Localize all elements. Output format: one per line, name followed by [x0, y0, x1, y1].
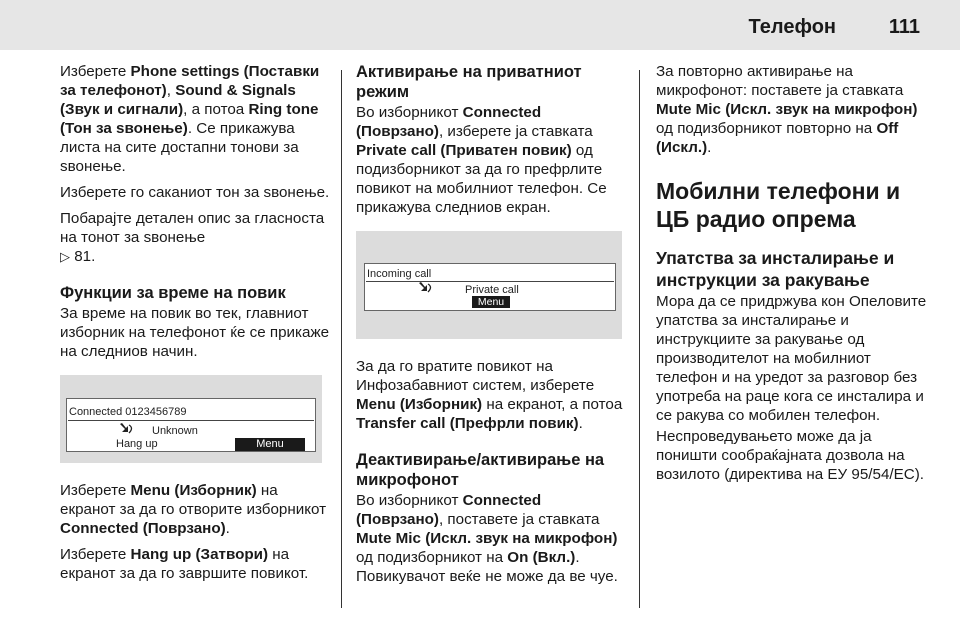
text: За да го вратите повикот на Инфозабавниот систем, изберете [356, 358, 595, 394]
menu-softkey: Menu [472, 296, 510, 308]
section-heading: Функции за време на повик [60, 284, 286, 302]
page-reference-arrow-icon: ▷ [60, 249, 70, 264]
bold-term: Connected (Поврзано) [356, 492, 542, 528]
bold-term: Transfer call (Префрли повик) [356, 415, 579, 432]
paragraph [356, 491, 631, 586]
screen-divider [366, 281, 614, 282]
bold-term: Off (Искл.) [656, 120, 899, 156]
text: Изберете [60, 63, 131, 80]
paragraph: За време на повик во тек, главниот изборник на телефонот ќе се прикаже на следниов начин. [60, 305, 330, 360]
paragraph [356, 357, 631, 433]
column-divider [341, 70, 342, 608]
text: За повторно активирање на микрофонот: поставете ја ставката [656, 63, 904, 99]
bold-term: Menu (Изборник) [130, 482, 257, 499]
page-number: 111 [888, 16, 920, 38]
paragraph: Неспроведувањето може да ја поништи сообраќајната дозвола на возилото (директива на ЕУ 95/54/ЕС). [656, 428, 924, 483]
private-call-option: Private call [465, 284, 519, 296]
bold-term: Private call (Приватен повик) [356, 142, 572, 159]
bold-term: On (Вкл.) [507, 549, 576, 566]
text: , [166, 82, 176, 99]
text: од подизборникот повторно на [656, 120, 877, 137]
screen-divider [68, 420, 314, 421]
paragraph [60, 209, 332, 266]
bold-term: Phone settings (Поставки за телефонот) [60, 63, 320, 99]
bold-term: Ring tone (Тон за ѕвонење) [60, 101, 319, 137]
column-2 [356, 62, 631, 593]
screen-status-line: Connected 0123456789 [69, 406, 187, 418]
bold-term: Sound & Signals (Звук и сигнали) [60, 82, 296, 118]
bold-term: Menu (Изборник) [356, 396, 483, 413]
section-heading: Упатства за инсталирање и инструкции за ракување [656, 248, 895, 290]
text: Изберете [60, 546, 131, 563]
text: на екранот, а потоа [482, 396, 623, 413]
header-title: Телефон [748, 16, 836, 38]
paragraph [656, 62, 928, 157]
text: . Повикувачот веќе не може да ве чуе. [356, 549, 618, 585]
column-3 [656, 62, 928, 491]
bold-term: Mute Mic (Искл. звук на микрофон) [656, 101, 918, 118]
text: . [225, 520, 230, 537]
connected-call-screen [60, 375, 322, 463]
phone-icon [418, 281, 436, 295]
section-heading: Активирање на приватниот режим [356, 63, 582, 101]
text: од подизборникот на [356, 549, 508, 566]
caller-name: Unknown [152, 425, 198, 437]
text: , а потоа [183, 101, 249, 118]
column-divider [639, 70, 640, 608]
paragraph [60, 62, 332, 176]
paragraph [60, 481, 332, 538]
bold-term: Connected (Поврзано) [60, 520, 226, 537]
paragraph [356, 103, 631, 217]
text: на екранот за да го завршите повикот. [60, 546, 309, 582]
hang-up-option: Hang up [116, 438, 158, 450]
page-header [0, 0, 960, 50]
page-reference: 81. [74, 248, 96, 265]
bold-term: Hang up (Затвори) [130, 546, 269, 563]
text: , изберете ја ставката [438, 123, 593, 140]
private-call-screen [356, 231, 622, 339]
screen-status-line: Incoming call [367, 268, 432, 280]
column-1 [60, 62, 332, 590]
menu-softkey: Menu [235, 438, 305, 451]
text: , поставете ја ставката [438, 511, 600, 528]
text: Побарајте детален опис за гласноста на тонот за ѕвонење [60, 210, 325, 246]
bold-term: Mute Mic (Искл. звук на микрофон) [356, 530, 618, 547]
text: Изберете [60, 482, 131, 499]
text: Во изборникот [356, 104, 463, 121]
text: . [707, 139, 712, 156]
section-heading: Деактивирање/активирање на микрофонот [356, 451, 605, 489]
paragraph [60, 545, 332, 583]
bold-term: Connected (Поврзано) [356, 104, 542, 140]
text: од подизборникот за да го префрлите повикот на мобилниот телефон. Се прикажува следниов екран. [356, 142, 607, 216]
text: . [578, 415, 583, 432]
paragraph: Изберете го саканиот тон за ѕвонење. [60, 184, 330, 201]
chapter-heading: Мобилни телефони и ЦБ радио опрема [656, 178, 901, 232]
text: на екранот за да го отворите изборникот [60, 482, 327, 518]
paragraph: Мора да се придржува кон Опеловите упатства за инсталирање и инструкциите за ракување од производителот на мобилниот телефон и на уредот за разговор без употреба на раце кога се инсталира и се ракува со мобилен телефон. [656, 293, 927, 424]
text: Во изборникот [356, 492, 463, 509]
phone-icon [119, 422, 137, 436]
text: . Се прикажува листа на сите достапни тонови за ѕвонење. [60, 120, 299, 175]
